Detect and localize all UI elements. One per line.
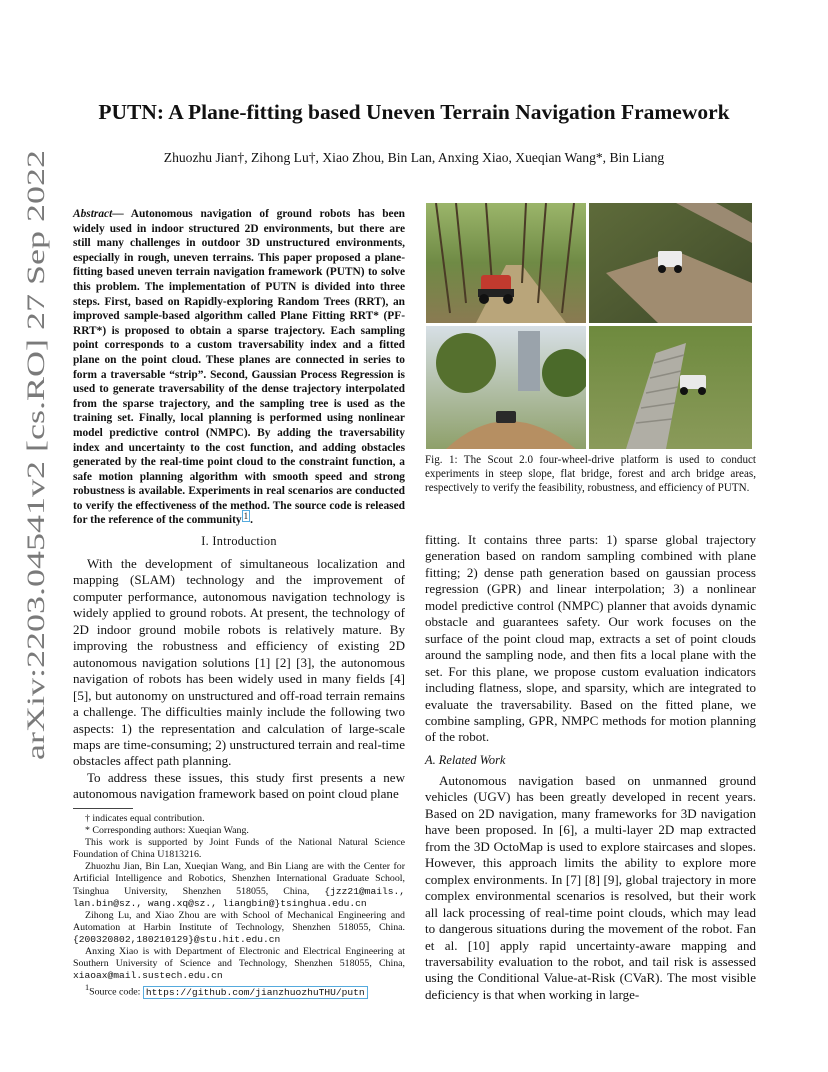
intro-paragraph-1: With the development of simultaneous localization and mapping (SLAM) technology and the improvement of computer performance, autonomous navigation technology is widely applied to ground robots. At present, the technology of 2D indoor ground mobile robots is relatively mature. By improving the robustness and efficiency of existing 2D autonomous navigation solutions [1] [2] [3], the autonomous navigation of robots has been widely used in many fields [4] [5], but autonomy on unstructured and off-road terrain remains a challenge. The difficulties mainly include the following two aspects: 1) the representation and calculation of large-scale maps are time-consuming; 2) unstructured terrain and real-time obstacles affect path planning.: [73, 556, 405, 769]
source-footnote-mark: 1: [85, 983, 90, 993]
photo-forest: [426, 203, 586, 323]
source-label: Source code:: [89, 986, 141, 998]
abstract-end: .: [250, 514, 253, 527]
footnote-affiliation-2: [73, 910, 405, 946]
related-work-paragraph: Autonomous navigation based on unmanned ground vehicles (UGV) has been greatly developed in recent years. Based on 2D navigation, many frameworks for 3D navigation have been proposed. In [6], a multi-layer 2D map extracted from the 3D OctoMap is used to explore staircases and slopes. However, this approach limits the ability to explore more complex environments. In [7] [8] [9], global trajectory in more complex environmental scenarios is resolved, but their work all lack processing of real-time point clouds, which may lead to dangerous situations during the movement of the robot. Fan et al. [10] apply rapid uncertainty-aware mapping and traversability evaluation to the robot, and tail risk is assessed using the Conditional Value-at-Risk (CVaR). The most visible deficiency is that when working in large-: [425, 773, 756, 1002]
footnotes: [73, 813, 405, 999]
abstract-text: — Autonomous navigation of ground robots has been widely used in indoor structured 2D environments, but there are still many challenges in outdoor 3D unstructured environments, especially in rough, uneven terrains. This paper proposed a plane-fitting based uneven terrain navigation framework (PUTN) to solve this problem. The implementation of PUTN is divided into three steps. First, based on Rapidly-exploring Random Trees (RRT), an improved sample-based algorithm called Plane Fitting RRT* (PF-RRT*) is proposed to obtain a sparse trajectory. Each sampling point corresponds to a custom traversability index and a fitted plane on the point cloud. These planes are connected in series to form a traversable “strip”. Second, Gaussian Process Regression is used to generate traversability of the dense trajectory interpolated from the sparse trajectory, and the sampling tree is used as the training set. Finally, local planning is performed using nonlinear model predictive control (NMPC). By adding the traversability index and uncertainty to the cost function, and adding obstacles generated by the real-time point cloud to the constraint function, a safe motion planning algorithm with smooth speed and strong robustness is available. Experiments in real scenarios are conducted to verify the effectiveness of the method. The source code is released for the reference of the community: [73, 208, 405, 527]
affiliation-2-text: Zihong Lu, and Xiao Zhou are with School of Mechanical Engineering and Automation at Harbin Institute of Technology, Shenzhen 518055, China.: [73, 909, 405, 933]
footnote-corresponding: * Corresponding authors: Xueqian Wang.: [85, 825, 249, 837]
section-heading-introduction: I. Introduction: [201, 534, 277, 548]
intro-paragraph-3: fitting. It contains three parts: 1) sparse global trajectory generation based on random sampling combined with plane fitting; 2) dense path generation based on gaussian process regression (GPR) and linear interpolation; 3) a nonlinear model predictive control (NMPC) planner that avoids dynamic obstacle and guarantees safety. Our work focuses on the surface of the point cloud map, extracts a set of point clouds around the sampling node, and then fits a local plane with the set. For this plane, we propose custom evaluation indicators including flatness, slope, and sparsity, which are integrated to evaluate the traversability. Based on the fitted plane, we combine sampling, GPR, NMPC methods for motion planning of the robot.: [425, 532, 756, 745]
source-code-link[interactable]: https://github.com/jianzhuozhuTHU/putn: [143, 986, 368, 999]
intro-left-column: [73, 556, 405, 803]
affiliation-2-email[interactable]: {200320802,180210129}@stu.hit.edu.cn: [73, 933, 281, 945]
arxiv-identifier-text: arXiv:2203.04541v2 [cs.RO] 27 Sep 2022: [23, 336, 50, 760]
affiliation-3-text: Anxing Xiao is with Department of Electronic and Electrical Engineering at Southern University of Science and Technology, Shenzhen 518055, China,: [73, 946, 405, 970]
photo-flat-bridge: [589, 203, 752, 323]
arxiv-identifier: [6, 140, 56, 764]
photo-steep-slope: [589, 326, 752, 449]
footnote-affiliation-3: [73, 946, 405, 982]
figure-caption: Fig. 1: The Scout 2.0 four-wheel-drive platform is used to conduct experiments in steep slope, flat bridge, forest and arch bridge areas, respectively to verify the feasibility, robustness, and efficiency of PUTN.: [425, 454, 756, 494]
intro-right-column: [425, 532, 756, 746]
photo-arch-bridge: [426, 326, 590, 449]
abstract: [73, 207, 405, 528]
footnote-funding: This work is supported by Joint Funds of the National Natural Science Foundation of China U1813216.: [73, 837, 405, 861]
footnote-equal: † indicates equal contribution.: [85, 813, 205, 824]
related-work-body: [425, 773, 756, 1003]
subsection-heading-related-work: A. Related Work: [425, 753, 506, 767]
footnote-source-code: [73, 982, 405, 998]
footnote-rule: [73, 808, 133, 809]
footnote-link[interactable]: 1: [243, 510, 249, 521]
paper-title: PUTN: A Plane-fitting based Uneven Terrain Navigation Framework: [98, 100, 730, 124]
figure-photo-collage: [426, 203, 752, 449]
affiliation-1-email[interactable]: {jzz21@mails., lan.bin@sz., wang.xq@sz., liangbin@}tsinghua.edu.cn: [73, 885, 406, 909]
footnote-affiliation-1: [73, 861, 405, 909]
intro-paragraph-2: To address these issues, this study first presents a new autonomous navigation framework based on point cloud plane: [73, 769, 405, 802]
affiliation-1-text: Zhuozhu Jian, Bin Lan, Xueqian Wang, and Bin Liang are with the Center for Artificial Intelligence and Robotics, Shenzhen International Graduate School, Tsinghua University, Shenzhen 518055, China,: [73, 861, 405, 897]
author-list: Zhuozhu Jian†, Zihong Lu†, Xiao Zhou, Bin Lan, Anxing Xiao, Xueqian Wang*, Bin Liang: [163, 150, 665, 165]
affiliation-3-email[interactable]: xiaoax@mail.sustech.edu.cn: [73, 970, 223, 982]
abstract-lead: Abstract: [73, 208, 113, 220]
